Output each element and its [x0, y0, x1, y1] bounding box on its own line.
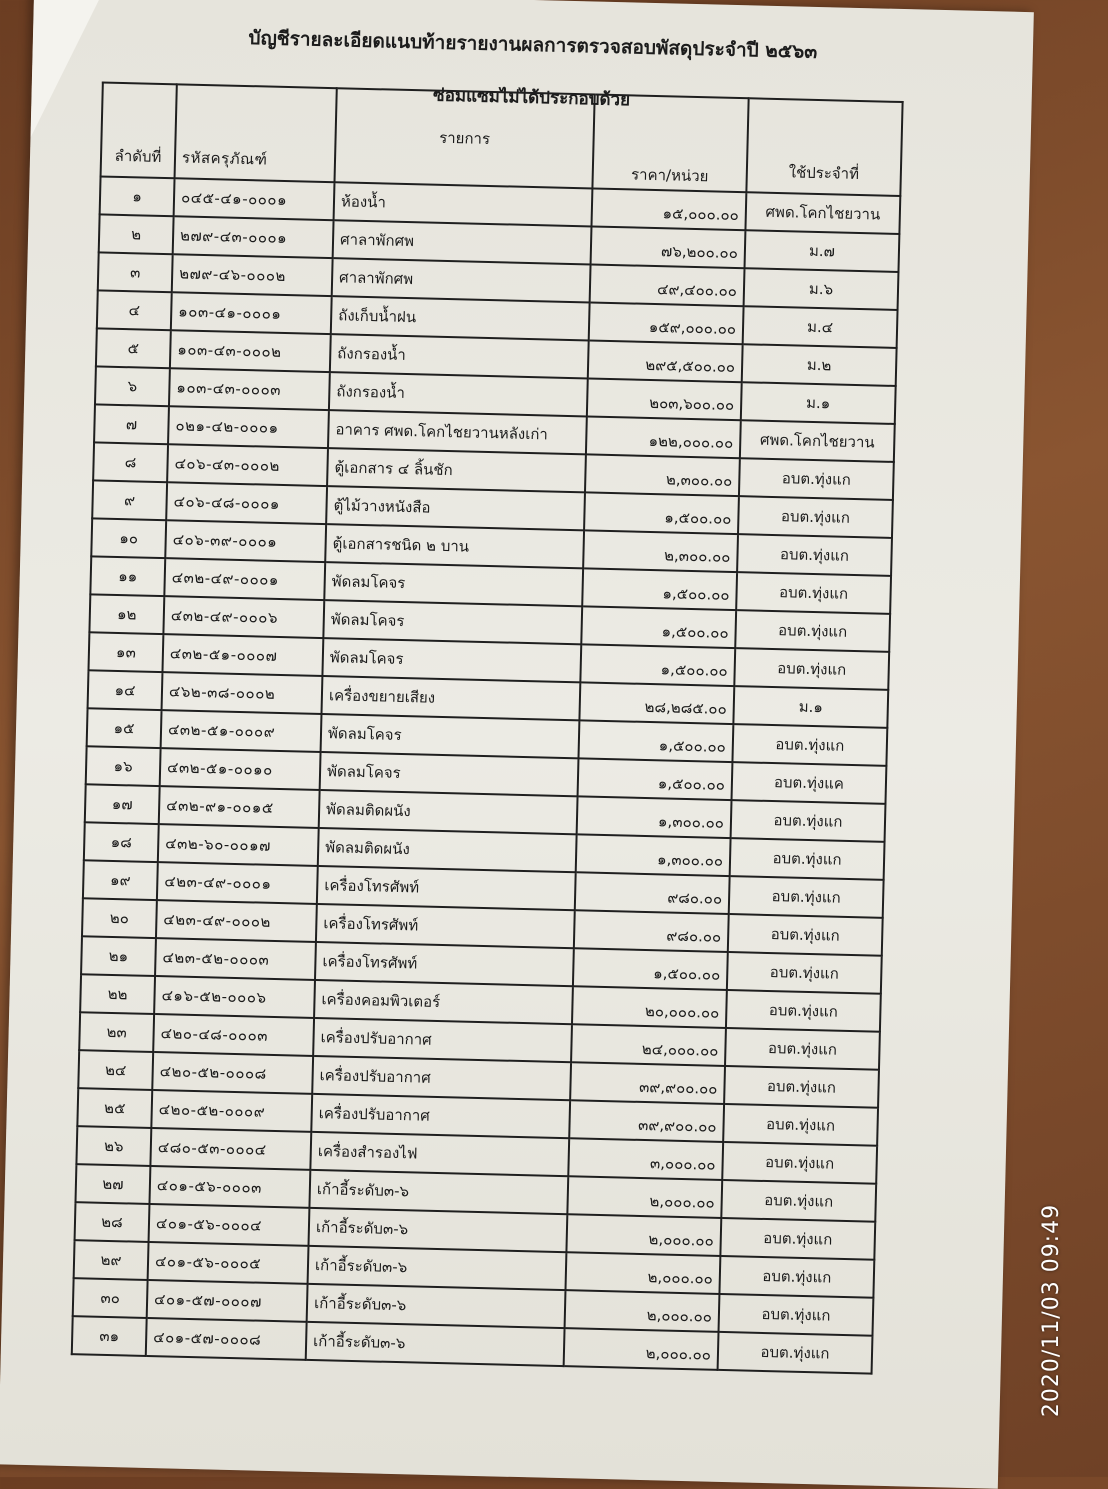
cell-no: ๓ — [98, 252, 173, 292]
cell-no: ๑๙ — [83, 860, 158, 900]
cell-code: ๔๓๒-๖๐-๐๐๑๗ — [158, 824, 319, 866]
cell-code: ๔๐๑-๕๖-๐๐๐๕ — [148, 1242, 309, 1284]
cell-code: ๑๐๓-๔๑-๐๐๐๑ — [171, 292, 332, 334]
cell-code: ๒๗๙-๔๓-๐๐๐๑ — [173, 216, 334, 258]
cell-use: ม.๑ — [733, 686, 888, 728]
cell-no: ๑๐ — [91, 518, 166, 558]
photo-timestamp-text: 2020/11/03 09:49 — [1039, 1203, 1065, 1417]
cell-item: พัดลมติดผนัง — [319, 790, 578, 834]
cell-no: ๒๘ — [75, 1202, 150, 1242]
cell-use: อบต.ทุ่งแก — [736, 572, 891, 614]
cell-no: ๔ — [97, 290, 172, 330]
cell-item: ถังกรองน้ำ — [329, 372, 588, 416]
cell-code: ๔๐๖-๔๘-๐๐๐๑ — [166, 482, 327, 524]
cell-no: ๑๓ — [88, 632, 163, 672]
cell-price: ๒,๓๐๐.๐๐ — [585, 454, 740, 496]
cell-price: ๒๐,๐๐๐.๐๐ — [572, 986, 727, 1028]
cell-code: ๔๐๑-๕๗-๐๐๐๗ — [147, 1280, 308, 1322]
cell-no: ๒๙ — [74, 1240, 149, 1280]
cell-no: ๕ — [96, 328, 171, 368]
cell-code: ๔๒๓-๔๙-๐๐๐๑ — [157, 862, 318, 904]
photo-timestamp — [1022, 1190, 1082, 1430]
cell-use: อบต.ทุ่งแก — [718, 1332, 873, 1374]
cell-item: พัดลมโคจร — [320, 752, 579, 796]
cell-code: ๔๖๒-๓๘-๐๐๐๒ — [162, 672, 323, 714]
cell-price: ๒๐๓,๖๐๐.๐๐ — [587, 378, 742, 420]
header-item: รายการ — [334, 88, 594, 188]
cell-no: ๑๑ — [90, 556, 165, 596]
inventory-table — [71, 81, 904, 1374]
cell-item: เครื่องโทรศัพท์ — [317, 866, 576, 910]
cell-item: ตู้เอกสาร ๔ ลิ้นชัก — [327, 448, 586, 492]
cell-price: ๒,๐๐๐.๐๐ — [565, 1252, 720, 1294]
cell-no: ๑๒ — [89, 594, 164, 634]
cell-no: ๑๘ — [84, 822, 159, 862]
cell-price: ๒,๐๐๐.๐๐ — [566, 1214, 721, 1256]
cell-no: ๖ — [95, 366, 170, 406]
cell-price: ๔๙,๔๐๐.๐๐ — [590, 264, 745, 306]
cell-price: ๑,๕๐๐.๐๐ — [582, 568, 737, 610]
cell-code: ๔๐๑-๕๗-๐๐๐๘ — [146, 1318, 307, 1360]
header-code: รหัสครุภัณฑ์ — [175, 84, 337, 182]
cell-use: อบต.ทุ่งแก — [723, 1104, 878, 1146]
cell-item: เครื่องปรับอากาศ — [311, 1094, 570, 1138]
cell-item: เครื่องโทรศัพท์ — [316, 904, 575, 948]
cell-no: ๒๑ — [81, 936, 156, 976]
cell-code: ๔๓๒-๕๑-๐๐๐๗ — [162, 634, 323, 676]
cell-code: ๑๐๓-๔๓-๐๐๐๓ — [169, 368, 330, 410]
cell-price: ๑,๕๐๐.๐๐ — [580, 644, 735, 686]
cell-use: อบต.ทุ่งแก — [728, 914, 883, 956]
cell-no: ๗ — [94, 404, 169, 444]
header-price: ราคา/หน่วย — [592, 95, 748, 193]
cell-no: ๒๔ — [78, 1050, 153, 1090]
cell-code: ๑๐๓-๔๓-๐๐๐๒ — [170, 330, 331, 372]
cell-item: เครื่องโทรศัพท์ — [315, 942, 574, 986]
cell-price: ๑๕๙,๐๐๐.๐๐ — [589, 302, 744, 344]
cell-use: อบต.ทุ่งแก — [724, 1066, 879, 1108]
cell-code: ๔๒๐-๔๘-๐๐๐๓ — [153, 1014, 314, 1056]
cell-use: อบต.ทุ่งแก — [719, 1256, 874, 1298]
cell-use: อบต.ทุ่งแก — [719, 1294, 874, 1336]
cell-price: ๒๔,๐๐๐.๐๐ — [571, 1024, 726, 1066]
cell-use: อบต.ทุ่งแก — [727, 952, 882, 994]
cell-item: ศาลาพักศพ — [332, 258, 591, 302]
cell-price: ๒๘,๒๘๕.๐๐ — [579, 682, 734, 724]
cell-use: อบต.ทุ่งแก — [739, 458, 894, 500]
cell-no: ๒๗ — [75, 1164, 150, 1204]
cell-code: ๔๑๖-๕๒-๐๐๐๖ — [154, 976, 315, 1018]
cell-no: ๙ — [92, 480, 167, 520]
cell-use: อบต.ทุ่งแก — [732, 724, 887, 766]
cell-price: ๑๕,๐๐๐.๐๐ — [591, 188, 746, 230]
cell-price: ๑,๕๐๐.๐๐ — [584, 492, 739, 534]
cell-price: ๓,๐๐๐.๐๐ — [568, 1138, 723, 1180]
cell-use: อบต.ทุ่งแก — [738, 496, 893, 538]
cell-price: ๓๙,๙๐๐.๐๐ — [569, 1100, 724, 1142]
cell-price: ๑,๕๐๐.๐๐ — [573, 948, 728, 990]
cell-price: ๙๘๐.๐๐ — [574, 910, 729, 952]
cell-price: ๒,๐๐๐.๐๐ — [565, 1290, 720, 1332]
cell-item: พัดลมโคจร — [323, 600, 582, 644]
cell-code: ๔๓๒-๙๑-๐๐๑๕ — [159, 786, 320, 828]
cell-item: เก้าอี้ระดับ๓-๖ — [309, 1170, 568, 1214]
cell-code: ๔๓๒-๔๙-๐๐๐๖ — [163, 596, 324, 638]
cell-use: ม.๑ — [741, 382, 896, 424]
cell-use: ม.๒ — [742, 344, 897, 386]
cell-use: อบต.ทุ่งแก — [725, 1028, 880, 1070]
cell-item: เครื่องสำรองไฟ — [310, 1132, 569, 1176]
header-no: ลำดับที่ — [101, 82, 177, 178]
cell-no: ๒ — [99, 214, 174, 254]
cell-use: อบต.ทุ่งแก — [730, 838, 885, 880]
cell-use: อบต.ทุ่งแก — [729, 876, 884, 918]
header-use: ใช้ประจำที่ — [746, 98, 902, 196]
cell-use: ม.๖ — [744, 268, 899, 310]
cell-item: ตู้เอกสารชนิด ๒ บาน — [325, 524, 584, 568]
cell-no: ๓๑ — [72, 1316, 147, 1356]
cell-price: ๒๙๕,๕๐๐.๐๐ — [588, 340, 743, 382]
cell-no: ๒๕ — [77, 1088, 152, 1128]
cell-code: ๔๐๖-๔๓-๐๐๐๒ — [167, 444, 328, 486]
cell-item: พัดลมโคจร — [322, 638, 581, 682]
cell-code: ๔๒๐-๕๒-๐๐๐๘ — [152, 1052, 313, 1094]
cell-item: อาคาร ศพด.โคกไชยวานหลังเก่า — [328, 410, 587, 454]
cell-use: ศพด.โคกไชยวาน — [745, 192, 900, 234]
table-body — [72, 176, 901, 1373]
cell-code: ๔๐๑-๕๖-๐๐๐๔ — [149, 1204, 310, 1246]
cell-item: เครื่องปรับอากาศ — [312, 1056, 571, 1100]
cell-use: อบต.ทุ่งแก — [721, 1180, 876, 1222]
cell-no: ๒๒ — [80, 974, 155, 1014]
cell-item: ศาลาพักศพ — [333, 220, 592, 264]
cell-no: ๒๐ — [82, 898, 157, 938]
cell-code: ๔๐๑-๕๖-๐๐๐๓ — [149, 1166, 310, 1208]
cell-code: ๔๒๐-๕๒-๐๐๐๙ — [151, 1090, 312, 1132]
cell-item: พัดลมติดผนัง — [318, 828, 577, 872]
cell-code: ๒๗๙-๔๖-๐๐๐๒ — [172, 254, 333, 296]
document-subtitle: ซ่อมแซมไม่ได้ประกอบด้วย — [432, 85, 631, 111]
cell-no: ๑๗ — [85, 784, 160, 824]
cell-no: ๒๖ — [76, 1126, 151, 1166]
cell-item: พัดลมโคจร — [321, 714, 580, 758]
cell-code: ๔๒๓-๕๒-๐๐๐๓ — [155, 938, 316, 980]
cell-no: ๑๕ — [87, 708, 162, 748]
cell-use: อบต.ทุ่งแก — [737, 534, 892, 576]
cell-code: ๔๓๒-๕๑-๐๐๐๙ — [161, 710, 322, 752]
cell-item: เก้าอี้ระดับ๓-๖ — [306, 1322, 565, 1366]
cell-no: ๑ — [100, 176, 175, 216]
cell-price: ๑,๕๐๐.๐๐ — [581, 606, 736, 648]
cell-code: ๐๒๑-๔๒-๐๐๐๑ — [168, 406, 329, 448]
cell-code: ๔๓๒-๔๙-๐๐๐๑ — [164, 558, 325, 600]
cell-item: ถังเก็บน้ำฝน — [331, 296, 590, 340]
cell-use: ศพด.โคกไชยวาน — [740, 420, 895, 462]
cell-no: ๒๓ — [79, 1012, 154, 1052]
cell-use: ม.๔ — [743, 306, 898, 348]
cell-item: เก้าอี้ระดับ๓-๖ — [308, 1208, 567, 1252]
cell-price: ๒,๐๐๐.๐๐ — [567, 1176, 722, 1218]
cell-code: ๔๓๒-๕๑-๐๐๑๐ — [160, 748, 321, 790]
cell-price: ๙๘๐.๐๐ — [575, 872, 730, 914]
cell-price: ๑,๕๐๐.๐๐ — [578, 758, 733, 800]
cell-no: ๑๔ — [88, 670, 163, 710]
cell-price: ๓๙,๙๐๐.๐๐ — [570, 1062, 725, 1104]
cell-use: อบต.ทุ่งแก — [726, 990, 881, 1032]
cell-item: เก้าอี้ระดับ๓-๖ — [308, 1246, 567, 1290]
cell-item: เครื่องคอมพิวเตอร์ — [314, 980, 573, 1024]
cell-no: ๘ — [93, 442, 168, 482]
cell-item: เครื่องปรับอากาศ — [313, 1018, 572, 1062]
cell-item: ถังกรองน้ำ — [330, 334, 589, 378]
cell-no: ๓๐ — [73, 1278, 148, 1318]
cell-use: อบต.ทุ่งแก — [720, 1218, 875, 1260]
cell-price: ๑๒๒,๐๐๐.๐๐ — [586, 416, 741, 458]
cell-use: ม.๗ — [745, 230, 900, 272]
cell-price: ๑,๓๐๐.๐๐ — [577, 796, 732, 838]
cell-use: อบต.ทุ่งแก — [722, 1142, 877, 1184]
cell-price: ๒,๓๐๐.๐๐ — [583, 530, 738, 572]
cell-no: ๑๖ — [86, 746, 161, 786]
cell-item: พัดลมโคจร — [324, 562, 583, 606]
cell-use: อบต.ทุ่งแค — [732, 762, 887, 804]
cell-price: ๑,๓๐๐.๐๐ — [576, 834, 731, 876]
document-title: บัญชีรายละเอียดแนบท้ายรายงานผลการตรวจสอบพัสดุประจำปี ๒๕๖๓ — [248, 27, 818, 63]
cell-price: ๑,๕๐๐.๐๐ — [578, 720, 733, 762]
cell-item: เครื่องขยายเสียง — [321, 676, 580, 720]
cell-use: อบต.ทุ่งแก — [735, 610, 890, 652]
cell-code: ๔๘๐-๕๓-๐๐๐๔ — [150, 1128, 311, 1170]
cell-code: ๔๐๖-๓๙-๐๐๐๑ — [165, 520, 326, 562]
cell-item: ห้องน้ำ — [334, 182, 593, 226]
cell-price: ๗๖,๒๐๐.๐๐ — [591, 226, 746, 268]
cell-use: อบต.ทุ่งแก — [734, 648, 889, 690]
cell-price: ๒,๐๐๐.๐๐ — [564, 1328, 719, 1370]
cell-item: เก้าอี้ระดับ๓-๖ — [307, 1284, 566, 1328]
cell-item: ตู้ไม้วางหนังสือ — [326, 486, 585, 530]
cell-code: ๐๔๕-๔๑-๐๐๐๑ — [174, 178, 335, 220]
cell-code: ๔๒๓-๔๙-๐๐๐๒ — [156, 900, 317, 942]
cell-use: อบต.ทุ่งแก — [731, 800, 886, 842]
